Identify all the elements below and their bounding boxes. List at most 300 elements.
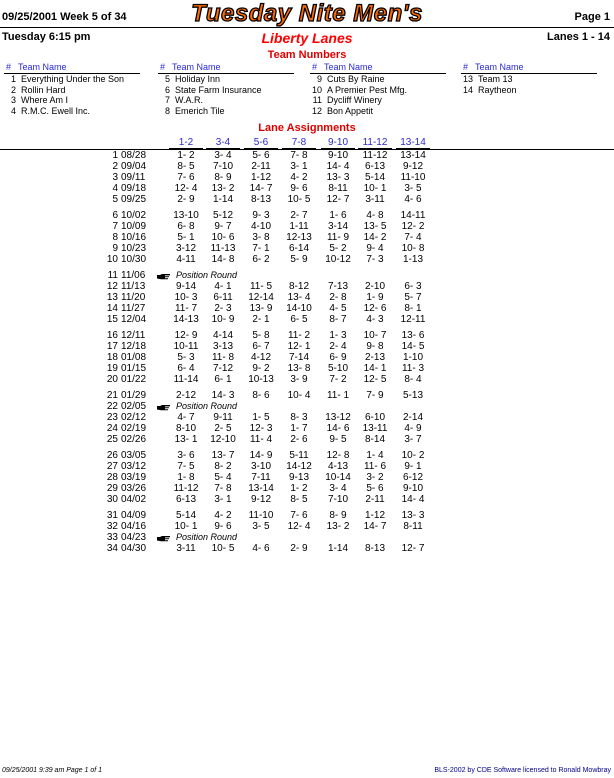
lane-assignment-cell: 3- 4 xyxy=(329,483,347,494)
week-number: 1 xyxy=(112,150,118,161)
lane-assignment-cell: 8- 2 xyxy=(214,461,232,472)
lane-assignment-cell: 2- 9 xyxy=(177,194,195,205)
lane-assignment-cell: 8- 1 xyxy=(404,303,422,314)
lane-assignment-cell: 4-12 xyxy=(250,352,271,363)
position-round-label: Position Round xyxy=(176,270,238,280)
lane-assignment-cell: 12- 8 xyxy=(326,450,350,461)
lane-assignment-cell: 11-10 xyxy=(400,172,426,183)
schedule-row xyxy=(0,521,614,532)
schedule-row xyxy=(0,243,614,254)
lane-assignment-cell: 5- 8 xyxy=(252,330,270,341)
lane-pair-header: 13-14 xyxy=(396,137,430,149)
schedule-row xyxy=(0,150,614,161)
schedule-row xyxy=(0,494,614,505)
week-date: 01/29 xyxy=(121,390,147,401)
schedule-row xyxy=(0,161,614,172)
lane-assignment-cell: 7- 3 xyxy=(366,254,384,265)
team-row xyxy=(461,74,597,85)
week-date: 04/30 xyxy=(121,543,147,554)
team-row xyxy=(158,106,294,117)
schedule-row xyxy=(0,172,614,183)
week-number: 19 xyxy=(106,363,118,374)
lane-assignment-cell: 3-13 xyxy=(212,341,233,352)
lane-assignment-cell: 1-12 xyxy=(250,172,271,183)
lane-assignment-cell: 9-13 xyxy=(288,472,309,483)
lane-assignment-cell: 12- 1 xyxy=(287,341,311,352)
footer-printed: 09/25/2001 9:39 am Page 1 of 1 xyxy=(2,767,103,774)
lane-assignment-cell: 10- 3 xyxy=(174,292,198,303)
lane-assignment-cell: 3- 1 xyxy=(214,494,232,505)
lane-assignment-cell: 6- 8 xyxy=(177,221,195,232)
lane-assignment-cell: 3-12 xyxy=(175,243,196,254)
week-date: 02/12 xyxy=(121,412,147,423)
team-number: 1 xyxy=(10,74,16,84)
week-number: 34 xyxy=(106,543,118,554)
team-number: 7 xyxy=(164,95,170,105)
lane-assignment-cell: 1- 3 xyxy=(329,330,347,341)
team-row xyxy=(158,95,294,106)
team-name: State Farm Insurance xyxy=(175,84,262,95)
lane-assignment-cell: 3- 5 xyxy=(404,183,422,194)
lane-assignment-cell: 2- 7 xyxy=(290,210,308,221)
lane-assignment-cell: 9- 1 xyxy=(404,461,422,472)
lane-assignment-cell: 4-14 xyxy=(212,330,233,341)
lane-assignment-cell: 14- 5 xyxy=(401,341,425,352)
team-name: A Premier Pest Mfg. xyxy=(327,84,408,95)
header-divider xyxy=(0,27,614,28)
lane-assignment-cell: 4- 7 xyxy=(177,412,195,423)
lane-assignment-cell: 8-10 xyxy=(175,423,196,434)
lane-assignment-cell: 5-10 xyxy=(327,363,348,374)
lane-assignment-cell: 1-12 xyxy=(364,510,385,521)
team-number-header: # xyxy=(6,62,12,72)
lane-assignment-cell: 8-13 xyxy=(250,194,271,205)
schedule-row xyxy=(0,532,614,543)
lane-assignment-cell: 10- 1 xyxy=(363,183,387,194)
lane-assignment-cell: 7- 8 xyxy=(290,150,308,161)
lane-assignment-cell: 14-10 xyxy=(286,303,312,314)
schedule-row xyxy=(0,390,614,401)
lane-assignment-cell: 7-10 xyxy=(327,494,348,505)
lane-assignment-cell: 13- 8 xyxy=(287,363,311,374)
lane-assignment-cell: 8-11 xyxy=(403,521,423,532)
schedule-row xyxy=(0,461,614,472)
lane-assignment-cell: 7- 6 xyxy=(290,510,308,521)
schedule-row xyxy=(0,543,614,554)
schedule-row xyxy=(0,450,614,461)
lane-assignment-cell: 11- 2 xyxy=(287,330,311,341)
lane-assignment-cell: 9- 6 xyxy=(290,183,308,194)
lane-pair-header: 1-2 xyxy=(169,137,203,149)
lane-assignment-cell: 8- 9 xyxy=(214,172,232,183)
schedule-row xyxy=(0,483,614,494)
team-name-header: Team Name xyxy=(324,62,373,72)
lane-assignment-cell: 10- 5 xyxy=(211,543,235,554)
week-number: 27 xyxy=(106,461,118,472)
pointing-hand-icon xyxy=(157,403,171,409)
team-row xyxy=(310,85,446,96)
lane-assignment-cell: 3- 6 xyxy=(177,450,195,461)
lane-assignment-cell: 12- 7 xyxy=(401,543,425,554)
lane-assignment-cell: 12-11 xyxy=(400,314,426,325)
lane-assignment-cell: 9- 3 xyxy=(252,210,270,221)
lane-assignment-cell: 6- 1 xyxy=(214,374,232,385)
lane-assignment-cell: 3-11 xyxy=(176,543,196,554)
lane-assignment-cell: 14- 7 xyxy=(249,183,273,194)
team-name-header: Team Name xyxy=(18,62,67,72)
lane-assignment-cell: 3-11 xyxy=(365,194,385,205)
lane-assignments-heading: Lane Assignments xyxy=(258,122,356,134)
lane-assignment-cell: 4- 1 xyxy=(214,281,232,292)
lane-assignment-cell: 5- 9 xyxy=(290,254,308,265)
week-date: 02/19 xyxy=(121,423,147,434)
lane-assignment-cell: 12- 4 xyxy=(287,521,311,532)
lane-assignment-cell: 8-12 xyxy=(288,281,309,292)
week-number: 5 xyxy=(112,194,118,205)
week-number: 33 xyxy=(106,532,118,543)
lane-assignment-cell: 12- 3 xyxy=(249,423,273,434)
team-name: W.A.R. xyxy=(175,95,204,105)
week-number: 22 xyxy=(106,401,118,412)
week-date: 03/12 xyxy=(121,461,147,472)
week-date: 11/20 xyxy=(121,292,146,303)
lane-assignment-cell: 6- 5 xyxy=(290,314,308,325)
schedule-row xyxy=(0,423,614,434)
lane-assignment-cell: 8- 3 xyxy=(290,412,308,423)
lane-assignment-cell: 3- 9 xyxy=(290,374,308,385)
team-name: Where Am I xyxy=(21,95,69,105)
lane-assignment-cell: 14- 6 xyxy=(326,423,350,434)
lane-assignment-cell: 9-11 xyxy=(213,412,233,423)
lane-assignment-cell: 1- 5 xyxy=(252,412,270,423)
week-number: 10 xyxy=(106,254,118,265)
team-row xyxy=(158,74,294,85)
lane-assignment-cell: 11- 4 xyxy=(249,434,273,445)
lane-assignment-cell: 1- 6 xyxy=(329,210,347,221)
lane-assignment-cell: 1- 8 xyxy=(177,472,195,483)
week-date: 10/16 xyxy=(121,232,147,243)
lane-assignment-cell: 4-11 xyxy=(176,254,196,265)
week-date: 04/09 xyxy=(121,510,147,521)
pointing-hand-icon xyxy=(157,272,171,278)
lane-assignment-cell: 13- 3 xyxy=(401,510,425,521)
lane-assignment-cell: 5- 1 xyxy=(177,232,195,243)
lane-assignment-cell: 6-11 xyxy=(213,292,233,303)
lane-assignment-cell: 11- 6 xyxy=(363,461,387,472)
week-number: 25 xyxy=(106,434,118,445)
schedule-row xyxy=(0,210,614,221)
week-number: 29 xyxy=(106,483,118,494)
lane-assignment-cell: 13- 2 xyxy=(211,183,235,194)
team-name: R.M.C. Ewell Inc. xyxy=(21,105,91,116)
lane-assignment-cell: 7-12 xyxy=(212,363,233,374)
lane-assignment-cell: 5- 2 xyxy=(329,243,347,254)
lane-assignment-cell: 5-13 xyxy=(402,390,423,401)
pointing-hand-icon xyxy=(157,534,171,540)
week-date: 03/05 xyxy=(121,450,147,461)
report-date-week: 09/25/2001 Week 5 of 34 xyxy=(2,11,127,23)
lane-assignment-cell: 13-12 xyxy=(325,412,351,423)
lane-assignment-cell: 4- 3 xyxy=(366,314,384,325)
week-number: 9 xyxy=(112,243,118,254)
lane-assignment-cell: 13- 6 xyxy=(401,330,425,341)
lane-assignment-cell: 6- 4 xyxy=(177,363,195,374)
lane-assignment-cell: 10- 9 xyxy=(211,314,235,325)
lane-assignment-cell: 11- 3 xyxy=(401,363,425,374)
team-name: Everything Under the Son xyxy=(21,74,125,84)
team-row xyxy=(4,106,140,117)
lane-assignment-cell: 4-10 xyxy=(250,221,271,232)
lane-assignment-cell: 4- 2 xyxy=(290,172,308,183)
lane-assignment-cell: 4-13 xyxy=(327,461,348,472)
schedule-row xyxy=(0,281,614,292)
team-name-header: Team Name xyxy=(475,62,524,72)
lane-assignment-cell: 2- 1 xyxy=(252,314,270,325)
lane-assignment-cell: 13- 4 xyxy=(287,292,311,303)
week-number: 23 xyxy=(106,412,118,423)
lane-assignment-cell: 5-12 xyxy=(212,210,233,221)
lane-assignment-cell: 4- 8 xyxy=(366,210,384,221)
lane-assignment-cell: 2-12 xyxy=(175,390,196,401)
week-date: 04/02 xyxy=(121,494,147,505)
lane-assignment-cell: 14- 4 xyxy=(401,494,425,505)
team-number: 2 xyxy=(10,84,16,95)
week-number: 26 xyxy=(106,450,118,461)
lane-assignment-cell: 1- 4 xyxy=(366,450,384,461)
lane-assignment-cell: 13- 2 xyxy=(326,521,350,532)
week-number: 24 xyxy=(106,423,118,434)
lane-assignment-cell: 10- 7 xyxy=(363,330,387,341)
schedule-row xyxy=(0,401,614,412)
lane-assignment-cell: 14- 3 xyxy=(211,390,235,401)
schedule-row xyxy=(0,472,614,483)
schedule-row xyxy=(0,363,614,374)
week-number: 12 xyxy=(106,281,118,292)
lane-assignment-cell: 9-12 xyxy=(402,161,423,172)
lane-assignment-cell: 9- 8 xyxy=(366,341,384,352)
team-number-header: # xyxy=(312,62,318,72)
lane-assignment-cell: 9- 6 xyxy=(214,521,232,532)
lane-assignment-cell: 14- 1 xyxy=(363,363,387,374)
lane-pair-header: 9-10 xyxy=(321,137,355,149)
week-date: 11/27 xyxy=(121,303,146,314)
position-round-label: Position Round xyxy=(176,401,238,411)
schedule-row xyxy=(0,352,614,363)
lane-assignment-cell: 7- 9 xyxy=(366,390,384,401)
lane-assignment-cell: 12- 6 xyxy=(363,303,387,314)
lane-assignment-cell: 4- 6 xyxy=(252,543,270,554)
lane-assignment-cell: 1-14 xyxy=(327,543,348,554)
lane-assignment-cell: 4- 2 xyxy=(214,510,232,521)
lane-assignment-cell: 5-11 xyxy=(289,450,309,461)
team-number: 9 xyxy=(316,74,322,84)
week-date: 12/04 xyxy=(121,314,147,325)
week-number: 2 xyxy=(112,161,118,172)
week-number: 32 xyxy=(106,521,118,532)
team-row xyxy=(461,85,597,96)
lane-assignment-cell: 10-12 xyxy=(325,254,351,265)
lane-assignment-cell: 13-14 xyxy=(248,483,274,494)
lane-assignment-cell: 10-11 xyxy=(173,341,199,352)
lane-assignment-cell: 13-10 xyxy=(173,210,199,221)
schedule-row xyxy=(0,270,614,281)
team-name: Team 13 xyxy=(478,74,513,84)
team-column-header xyxy=(158,62,294,74)
lane-assignment-cell: 2-14 xyxy=(402,412,423,423)
lane-pair-header: 11-12 xyxy=(358,137,392,149)
lane-assignment-cell: 10-13 xyxy=(248,374,274,385)
lane-assignment-cell: 9-14 xyxy=(175,281,196,292)
lane-assignment-cell: 12- 4 xyxy=(174,183,198,194)
lane-assignment-cell: 2- 3 xyxy=(214,303,232,314)
week-number: 7 xyxy=(112,221,118,232)
team-number: 10 xyxy=(311,84,322,95)
week-date: 04/16 xyxy=(121,521,147,532)
schedule-row xyxy=(0,232,614,243)
lane-assignment-cell: 1-10 xyxy=(402,352,423,363)
lane-assignment-cell: 12- 9 xyxy=(174,330,198,341)
team-row xyxy=(4,74,140,85)
lane-assignment-cell: 3- 7 xyxy=(404,434,422,445)
week-number: 18 xyxy=(106,352,118,363)
team-row xyxy=(4,85,140,96)
lane-assignment-cell: 10- 8 xyxy=(401,243,425,254)
lane-assignment-cell: 3-10 xyxy=(250,461,271,472)
lane-assignment-cell: 8-13 xyxy=(364,543,385,554)
lane-assignment-cell: 9- 7 xyxy=(214,221,232,232)
schedule-row xyxy=(0,194,614,205)
schedule-row xyxy=(0,254,614,265)
lane-assignment-cell: 7-14 xyxy=(288,352,309,363)
lane-assignment-cell: 1-13 xyxy=(402,254,423,265)
lane-assignment-cell: 2- 8 xyxy=(329,292,347,303)
lane-assignment-cell: 14-12 xyxy=(286,461,312,472)
week-number: 16 xyxy=(106,330,118,341)
lane-assignment-cell: 11- 5 xyxy=(249,281,273,292)
report-title: Tuesday Nite Men's xyxy=(191,0,423,27)
schedule-row xyxy=(0,221,614,232)
lane-assignment-cell: 10- 2 xyxy=(401,450,425,461)
lane-assignment-cell: 11- 1 xyxy=(326,390,350,401)
week-number: 8 xyxy=(112,232,118,243)
team-name: Emerich Tile xyxy=(175,105,225,116)
week-date: 09/18 xyxy=(121,183,147,194)
lane-assignment-cell: 4- 5 xyxy=(329,303,347,314)
team-row xyxy=(310,74,446,85)
week-date: 03/26 xyxy=(121,483,147,494)
lane-assignment-cell: 11- 7 xyxy=(174,303,198,314)
team-column-header xyxy=(4,62,140,74)
team-number: 4 xyxy=(10,105,16,116)
lane-assignment-cell: 1-14 xyxy=(212,194,233,205)
week-date: 08/28 xyxy=(121,150,147,161)
schedule-row xyxy=(0,412,614,423)
lane-assignment-cell: 13-14 xyxy=(400,150,426,161)
lane-assignment-cell: 2- 5 xyxy=(214,423,232,434)
team-column-header xyxy=(310,62,446,74)
lane-assignment-cell: 3- 1 xyxy=(290,161,308,172)
lane-assignment-cell: 13- 5 xyxy=(363,221,387,232)
team-row xyxy=(158,85,294,96)
lane-assignment-cell: 14- 8 xyxy=(211,254,235,265)
lane-assignment-cell: 10-14 xyxy=(325,472,351,483)
schedule-row xyxy=(0,374,614,385)
week-number: 11 xyxy=(107,270,118,281)
lane-assignment-cell: 13- 9 xyxy=(249,303,273,314)
lane-assignment-cell: 12- 7 xyxy=(326,194,350,205)
lane-assignment-cell: 5- 7 xyxy=(404,292,422,303)
week-date: 10/02 xyxy=(121,210,147,221)
schedule-row xyxy=(0,434,614,445)
week-number: 13 xyxy=(106,292,118,303)
team-number: 11 xyxy=(312,95,322,105)
lane-assignment-cell: 11-12 xyxy=(362,150,388,161)
week-date: 11/13 xyxy=(121,281,146,292)
lane-assignment-cell: 8- 5 xyxy=(290,494,308,505)
week-number: 31 xyxy=(106,510,118,521)
week-number: 30 xyxy=(106,494,118,505)
team-number: 12 xyxy=(311,105,322,116)
lane-assignment-cell: 6- 9 xyxy=(329,352,347,363)
team-name: Holiday Inn xyxy=(175,74,221,84)
lane-assignment-cell: 8-11 xyxy=(328,183,348,194)
team-number: 3 xyxy=(10,95,16,105)
lane-assignment-cell: 3- 4 xyxy=(214,150,232,161)
team-name: Rollin Hard xyxy=(21,84,66,95)
team-number: 6 xyxy=(164,84,170,95)
week-date: 11/06 xyxy=(121,270,146,281)
week-date: 04/23 xyxy=(121,532,147,543)
lane-assignment-cell: 7- 1 xyxy=(252,243,270,254)
week-number: 3 xyxy=(112,172,118,183)
team-number-header: # xyxy=(463,62,469,72)
schedule-row xyxy=(0,183,614,194)
week-date: 09/25 xyxy=(121,194,147,205)
position-round-label: Position Round xyxy=(176,532,238,542)
week-date: 03/19 xyxy=(121,472,147,483)
lane-assignment-cell: 11-10 xyxy=(248,510,274,521)
week-date: 01/08 xyxy=(121,352,147,363)
lane-assignment-cell: 10- 4 xyxy=(287,390,311,401)
lane-pair-header: 7-8 xyxy=(282,137,316,149)
schedule-row xyxy=(0,330,614,341)
lane-assignment-cell: 14- 4 xyxy=(326,161,350,172)
lane-assignment-cell: 11-12 xyxy=(173,483,199,494)
lane-pair-header: 3-4 xyxy=(206,137,240,149)
lanes-range: Lanes 1 - 14 xyxy=(547,31,610,43)
lane-assignment-cell: 1- 2 xyxy=(290,483,308,494)
lane-assignment-cell: 5- 6 xyxy=(366,483,384,494)
team-row xyxy=(4,95,140,106)
lane-assignment-cell: 2-11 xyxy=(251,161,271,172)
lane-assignment-cell: 9-12 xyxy=(250,494,271,505)
week-number: 4 xyxy=(112,183,118,194)
lane-assignment-cell: 3- 8 xyxy=(252,232,270,243)
lane-assignment-cell: 6- 2 xyxy=(252,254,270,265)
lane-assignment-cell: 11-14 xyxy=(173,374,199,385)
lane-assignment-cell: 8- 6 xyxy=(252,390,270,401)
lane-assignment-cell: 7-13 xyxy=(327,281,348,292)
lane-assignment-cell: 7- 2 xyxy=(329,374,347,385)
lane-assignment-cell: 11- 8 xyxy=(211,352,235,363)
lane-assignment-cell: 7- 5 xyxy=(177,461,195,472)
lane-assignment-cell: 6-14 xyxy=(288,243,309,254)
team-column xyxy=(310,74,446,120)
lane-assignment-cell: 5-14 xyxy=(364,172,385,183)
lane-assignment-cell: 3- 2 xyxy=(366,472,384,483)
lane-assignment-cell: 3- 5 xyxy=(252,521,270,532)
week-date: 09/11 xyxy=(121,172,146,183)
